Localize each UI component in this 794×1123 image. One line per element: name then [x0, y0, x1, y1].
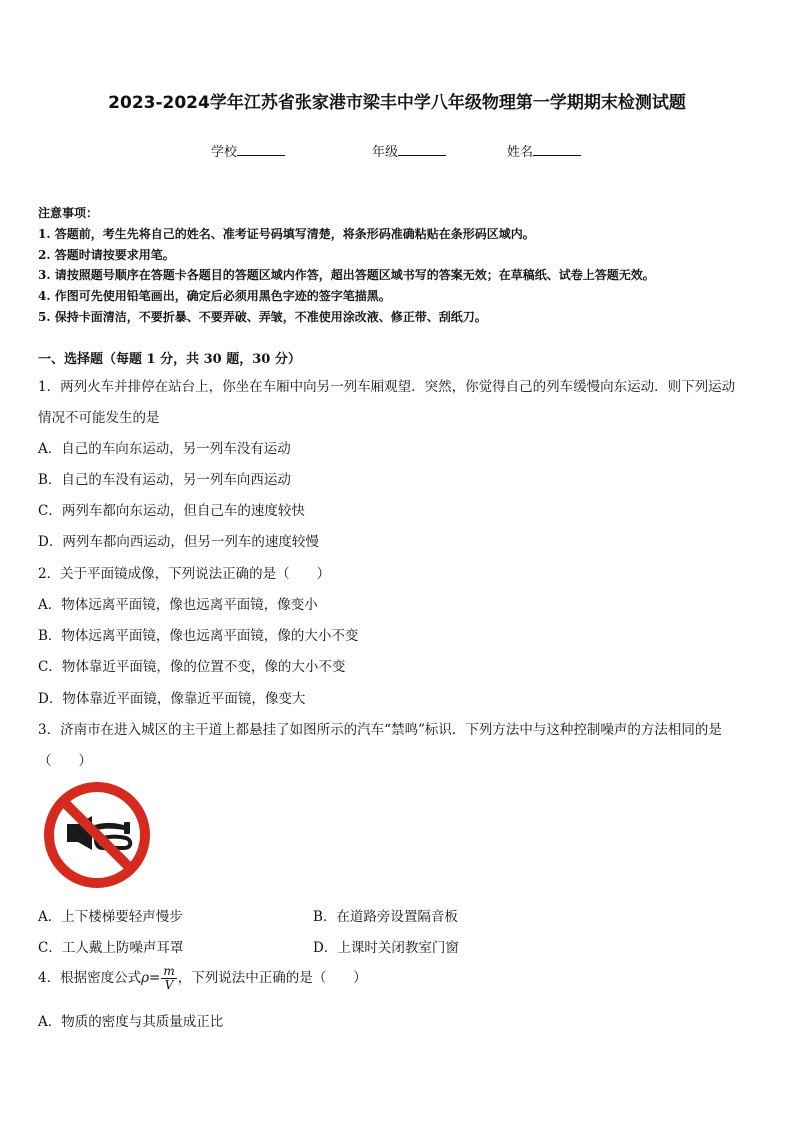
q3-option-b: B．在道路旁设置隔音板 — [313, 909, 458, 925]
notice-item: 3. 请按照题号顺序在答题卡各题目的答题区域内作答，超出答题区域书写的答案无效；在草稿纸、试卷上答题无效。 — [38, 268, 655, 282]
q1-option-a: A．自己的车向东运动，另一列车没有运动 — [38, 441, 291, 457]
school-blank — [237, 143, 285, 156]
q2-option-c: C．物体靠近平面镜，像的位置不变，像的大小不变 — [38, 659, 346, 675]
notice-item: 4. 作图可先使用铅笔画出，确定后必须用黑色字迹的签字笔描黑。 — [38, 289, 391, 303]
q3-stem-line2: （ ） — [38, 753, 92, 769]
notice-item: 2. 答题时请按要求用笔。 — [38, 248, 175, 262]
name-field — [507, 141, 581, 160]
school-label: 学校 — [211, 145, 238, 160]
notice-item: 5. 保持卡面清洁，不要折暴、不要弄破、弄皱，不准使用涂改液、修正带、刮纸刀。 — [38, 310, 487, 324]
fraction-numerator: m — [163, 964, 175, 978]
name-blank — [533, 143, 581, 156]
q2-stem: 2．关于平面镜成像，下列说法正确的是（ ） — [38, 566, 331, 582]
q3-option-c: C．工人戴上防噪声耳罩 — [38, 940, 184, 956]
section-heading: 一、选择题（每题 1 分，共 30 题，30 分） — [38, 352, 301, 367]
page-title: 2023-2024学年江苏省张家港市梁丰中学八年级物理第一学期期末检测试题 — [108, 93, 686, 113]
q2-option-b: B．物体远离平面镜，像也远离平面镜，像的大小不变 — [38, 628, 359, 644]
q1-option-d: D．两列车都向西运动，但另一列车的速度较慢 — [38, 534, 319, 550]
grade-field — [372, 141, 446, 160]
q1-option-b: B．自己的车没有运动，另一列车向西运动 — [38, 472, 291, 488]
q1-option-c: C．两列车都向东运动，但自己车的速度较快 — [38, 503, 305, 519]
q4-option-a: A．物质的密度与其质量成正比 — [38, 1014, 224, 1030]
grade-label: 年级 — [372, 145, 399, 160]
q1-stem-line1: 1．两列火车并排停在站台上，你坐在车厢中向另一列车厢观望．突然，你觉得自己的列车缓慢向东运动．则下列运动 — [38, 379, 736, 395]
equals-sign: = — [149, 970, 161, 986]
q4-stem-suffix: ，下列说法中正确的是（ ） — [177, 970, 367, 986]
q3-option-d: D．上课时关闭教室门窗 — [313, 940, 459, 956]
q3-option-a: A．上下楼梯要轻声慢步 — [38, 909, 183, 925]
notice-item: 1. 答题前，考生先将自己的姓名、准考证号码填写清楚，将条形码准确粘贴在条形码区域内。 — [38, 227, 535, 241]
density-fraction — [161, 965, 176, 992]
q1-stem-line2: 情况不可能发生的是 — [38, 410, 160, 426]
q2-option-a: A．物体远离平面镜，像也远离平面镜，像变小 — [38, 597, 318, 613]
q2-option-d: D．物体靠近平面镜，像靠近平面镜，像变大 — [38, 691, 306, 707]
notice-heading: 注意事项： — [38, 206, 99, 220]
q4-stem — [38, 965, 367, 992]
fraction-denominator: V — [164, 978, 174, 992]
q3-stem-line1: 3．济南市在进入城区的主干道上都悬挂了如图所示的汽车“禁鸣”标识．下列方法中与这种控制噪声的方法相同的是 — [38, 722, 722, 738]
school-field — [211, 141, 285, 160]
name-label: 姓名 — [507, 145, 534, 160]
density-symbol: ρ — [141, 970, 150, 986]
grade-blank — [398, 143, 446, 156]
no-horn-sign-icon — [40, 778, 154, 892]
q4-stem-prefix: 4．根据密度公式 — [38, 970, 142, 986]
